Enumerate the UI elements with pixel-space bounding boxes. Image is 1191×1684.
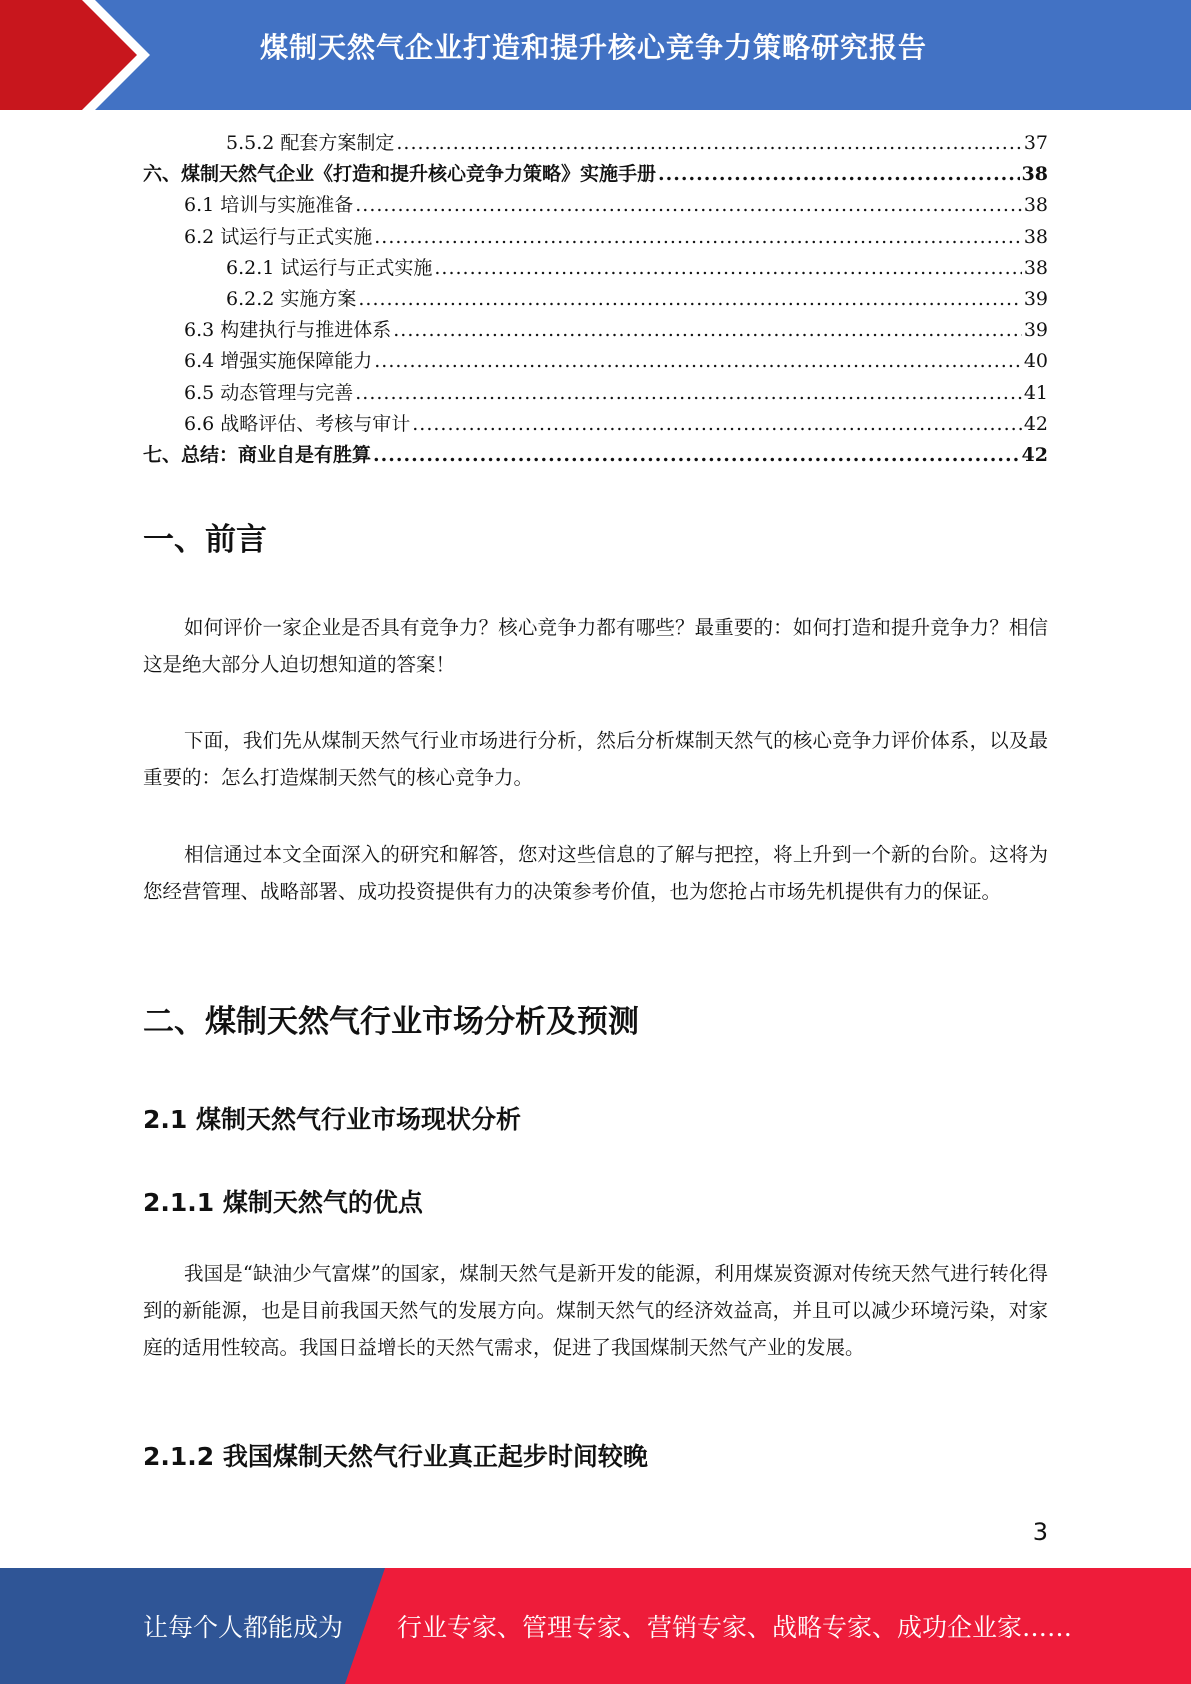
toc-entry[interactable] — [143, 346, 1048, 377]
toc-leader-dots — [374, 222, 1022, 253]
toc-entry[interactable] — [143, 222, 1048, 253]
toc-entry-label: 6.5 动态管理与完善 — [184, 381, 354, 404]
toc-entry[interactable] — [143, 253, 1048, 284]
toc-entry-page: 40 — [1023, 350, 1048, 373]
subsubsection-heading: 2.1.1 煤制天然气的优点 — [143, 1188, 423, 1217]
toc-leader-dots — [358, 284, 1021, 315]
toc-entry-page: 39 — [1023, 287, 1048, 310]
toc-entry[interactable] — [143, 378, 1048, 409]
toc-entry[interactable] — [143, 409, 1048, 440]
toc-leader-dots — [658, 159, 1020, 190]
toc-entry-label: 6.4 增强实施保障能力 — [184, 350, 373, 373]
toc-entry[interactable] — [143, 190, 1048, 221]
toc-leader-dots — [373, 440, 1020, 471]
toc-entry-label: 6.1 培训与实施准备 — [184, 194, 354, 217]
toc-entry-page: 38 — [1023, 225, 1048, 248]
toc-leader-dots — [374, 346, 1022, 377]
toc-entry[interactable] — [143, 159, 1048, 190]
page-footer — [0, 1568, 1191, 1684]
toc-entry-page: 38 — [1021, 163, 1048, 186]
toc-entry-label: 六、煤制天然气企业《打造和提升核心竞争力策略》实施手册 — [143, 163, 657, 186]
table-of-contents — [143, 128, 1048, 471]
toc-entry-page: 42 — [1021, 443, 1048, 466]
toc-leader-dots — [355, 190, 1022, 221]
toc-entry-page: 37 — [1023, 132, 1048, 154]
section-heading-preface: 一、前言 — [143, 522, 267, 558]
toc-entry-page: 38 — [1023, 256, 1048, 279]
subsubsection-heading: 2.1.2 我国煤制天然气行业真正起步时间较晚 — [143, 1442, 648, 1471]
toc-entry-label: 6.2.1 试运行与正式实施 — [226, 256, 433, 279]
page-header — [0, 0, 1191, 110]
toc-entry[interactable] — [143, 315, 1048, 346]
toc-entry-page: 39 — [1023, 319, 1048, 342]
toc-entry-label: 6.2.2 实施方案 — [226, 287, 357, 310]
toc-leader-dots — [393, 315, 1022, 346]
toc-entry-label: 6.6 战略评估、考核与审计 — [184, 412, 411, 435]
page-number: 3 — [1032, 1518, 1048, 1546]
toc-entry[interactable] — [143, 284, 1048, 315]
toc-leader-dots — [412, 409, 1022, 440]
toc-entry-page: 42 — [1023, 412, 1048, 435]
section-heading-market-analysis: 二、煤制天然气行业市场分析及预测 — [143, 1004, 639, 1040]
toc-entry[interactable] — [143, 128, 1048, 159]
toc-entry-label: 6.3 构建执行与推进体系 — [184, 319, 392, 342]
toc-leader-dots — [434, 253, 1021, 284]
toc-entry-page: 41 — [1023, 381, 1048, 404]
paragraph: 如何评价一家企业是否具有竞争力？核心竞争力都有哪些？最重要的：如何打造和提升竞争力？相信这是绝大部分人迫切想知道的答案！ — [143, 616, 1048, 676]
paragraph: 我国是“缺油少气富煤”的国家，煤制天然气是新开发的能源，利用煤炭资源对传统天然气进行转化得到的新能源，也是目前我国天然气的发展方向。煤制天然气的经济效益高，并且可以减少环境污染，对家庭的适用性较高。我国日益增长的天然气需求，促进了我国煤制天然气产业的发展。 — [143, 1262, 1048, 1359]
subsection-heading: 2.1 煤制天然气行业市场现状分析 — [143, 1105, 521, 1134]
toc-entry-label: 6.2 试运行与正式实施 — [184, 225, 373, 248]
toc-leader-dots — [355, 378, 1022, 409]
toc-leader-dots — [396, 128, 1021, 159]
toc-entry-label: 七、总结：商业自是有胜算 — [143, 443, 372, 466]
report-title: 煤制天然气企业打造和提升核心竞争力策略研究报告 — [260, 31, 928, 64]
footer-slogan-left: 让每个人都能成为 — [143, 1613, 344, 1642]
paragraph: 下面，我们先从煤制天然气行业市场进行分析，然后分析煤制天然气的核心竞争力评价体系，以及最重要的：怎么打造煤制天然气的核心竞争力。 — [143, 729, 1048, 789]
footer-slogan-right: 行业专家、管理专家、营销专家、战略专家、成功企业家…… — [397, 1613, 1073, 1642]
paragraph: 相信通过本文全面深入的研究和解答，您对这些信息的了解与把控，将上升到一个新的台阶。这将为您经营管理、战略部署、成功投资提供有力的决策参考价值，也为您抢占市场先机提供有力的保证。 — [143, 843, 1048, 903]
toc-entry-page: 38 — [1023, 194, 1048, 217]
toc-entry-label: 5.5.2 配套方案制定 — [226, 132, 395, 154]
toc-entry[interactable] — [143, 440, 1048, 471]
